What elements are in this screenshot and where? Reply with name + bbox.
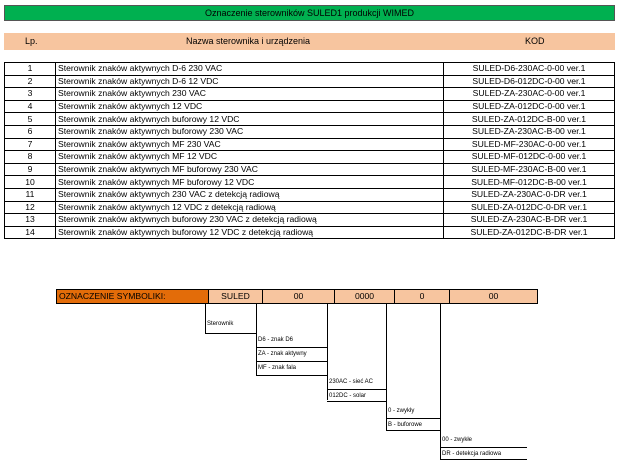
row-name: Sterownik znaków aktywnych MF 230 VAC [56, 138, 444, 151]
row-kod: SULED-D6-012DC-0-00 ver.1 [444, 75, 615, 88]
row-lp: 8 [5, 151, 56, 164]
note-line [256, 375, 327, 376]
table-header [4, 33, 615, 50]
note-line [386, 418, 440, 419]
table-row [5, 226, 615, 239]
row-kod: SULED-D6-230AC-0-00 ver.1 [444, 63, 615, 76]
note-detect-1: DR - detekcja radiowa [442, 451, 502, 457]
note-type-0: D6 - znak D6 [258, 337, 294, 343]
connector-power [327, 304, 328, 400]
header-lp: Lp. [25, 36, 38, 46]
note-line [440, 459, 527, 460]
row-kod: SULED-MF-230AC-0-00 ver.1 [444, 138, 615, 151]
row-kod: SULED-ZA-012DC-0-00 ver.1 [444, 100, 615, 113]
row-kod: SULED-ZA-230AC-0-DR ver.1 [444, 188, 615, 201]
row-lp: 2 [5, 75, 56, 88]
note-line [327, 389, 386, 390]
header-kod: KOD [525, 36, 545, 46]
table-row [5, 214, 615, 227]
note-line [440, 447, 527, 448]
row-kod: SULED-ZA-012DC-B-00 ver.1 [444, 113, 615, 126]
connector-type [256, 304, 257, 376]
row-lp: 1 [5, 63, 56, 76]
symbol-part-type: 00 [262, 290, 334, 303]
row-lp: 6 [5, 125, 56, 138]
note-type-2: MF - znak fala [258, 365, 297, 371]
symbol-legend-bar [56, 289, 538, 304]
note-buffer-1: B - buforowe [388, 422, 423, 428]
row-kod: SULED-ZA-230AC-0-00 ver.1 [444, 88, 615, 101]
row-name: Sterownik znaków aktywnych MF buforowy 230 VAC [56, 163, 444, 176]
row-name: Sterownik znaków aktywnych MF buforowy 12 VDC [56, 176, 444, 189]
row-kod: SULED-ZA-230AC-B-00 ver.1 [444, 125, 615, 138]
row-lp: 10 [5, 176, 56, 189]
note-line [386, 430, 440, 431]
row-name: Sterownik znaków aktywnych 230 VAC z detekcją radiową [56, 188, 444, 201]
row-kod: SULED-MF-012DC-B-00 ver.1 [444, 176, 615, 189]
row-kod: SULED-MF-012DC-0-00 ver.1 [444, 151, 615, 164]
table-row [5, 125, 615, 138]
note-power-1: 012DC - solar [329, 393, 367, 399]
row-kod: SULED-ZA-012DC-0-DR ver.1 [444, 201, 615, 214]
table-row [5, 163, 615, 176]
note-suled-0: Sterownik [207, 321, 234, 327]
row-lp: 3 [5, 88, 56, 101]
row-lp: 14 [5, 226, 56, 239]
connector-detect [440, 304, 441, 460]
table-row [5, 113, 615, 126]
symbol-part-suled: SULED [208, 290, 262, 303]
table-row [5, 88, 615, 101]
note-power-0: 230AC - sieć AC [329, 379, 374, 385]
note-line [205, 333, 256, 334]
symbol-part-power: 0000 [334, 290, 394, 303]
row-lp: 9 [5, 163, 56, 176]
table-row [5, 75, 615, 88]
connector-suled [205, 304, 206, 334]
row-kod: SULED-ZA-230AC-B-DR ver.1 [444, 214, 615, 227]
note-line [256, 361, 327, 362]
symbol-label: OZNACZENIE SYMBOLIKI: [57, 290, 208, 303]
table-row [5, 100, 615, 113]
row-name: Sterownik znaków aktywnych buforowy 12 VDC z detekcją radiową [56, 226, 444, 239]
row-name: Sterownik znaków aktywnych D-6 12 VDC [56, 75, 444, 88]
row-kod: SULED-ZA-012DC-B-DR ver.1 [444, 226, 615, 239]
note-type-1: ZA - znak aktywny [258, 351, 307, 357]
table-row [5, 138, 615, 151]
row-name: Sterownik znaków aktywnych D-6 230 VAC [56, 63, 444, 76]
row-lp: 12 [5, 201, 56, 214]
table-row [5, 151, 615, 164]
note-detect-0: 00 - zwykłe [442, 437, 473, 443]
controllers-table [4, 62, 615, 239]
note-buffer-0: 0 - zwykły [388, 408, 415, 414]
table-row [5, 63, 615, 76]
header-name: Nazwa sterownika i urządzenia [186, 36, 311, 46]
row-name: Sterownik znaków aktywnych buforowy 230 VAC z detekcją radiową [56, 214, 444, 227]
table-row [5, 188, 615, 201]
symbol-part-buffer: 0 [394, 290, 449, 303]
row-lp: 7 [5, 138, 56, 151]
row-name: Sterownik znaków aktywnych MF 12 VDC [56, 151, 444, 164]
row-name: Sterownik znaków aktywnych 230 VAC [56, 88, 444, 101]
row-name: Sterownik znaków aktywnych 12 VDC z detekcją radiową [56, 201, 444, 214]
row-kod: SULED-MF-230AC-B-00 ver.1 [444, 163, 615, 176]
row-name: Sterownik znaków aktywnych buforowy 12 VDC [56, 113, 444, 126]
table-row [5, 201, 615, 214]
connector-buffer [386, 304, 387, 430]
table-row [5, 176, 615, 189]
row-lp: 5 [5, 113, 56, 126]
row-lp: 4 [5, 100, 56, 113]
page-title: Oznaczenie sterowników SULED1 produkcji WIMED [4, 5, 615, 21]
symbol-part-detect: 00 [449, 290, 537, 303]
note-line [327, 401, 386, 402]
row-lp: 11 [5, 188, 56, 201]
row-lp: 13 [5, 214, 56, 227]
note-line [256, 347, 327, 348]
row-name: Sterownik znaków aktywnych 12 VDC [56, 100, 444, 113]
row-name: Sterownik znaków aktywnych buforowy 230 VAC [56, 125, 444, 138]
